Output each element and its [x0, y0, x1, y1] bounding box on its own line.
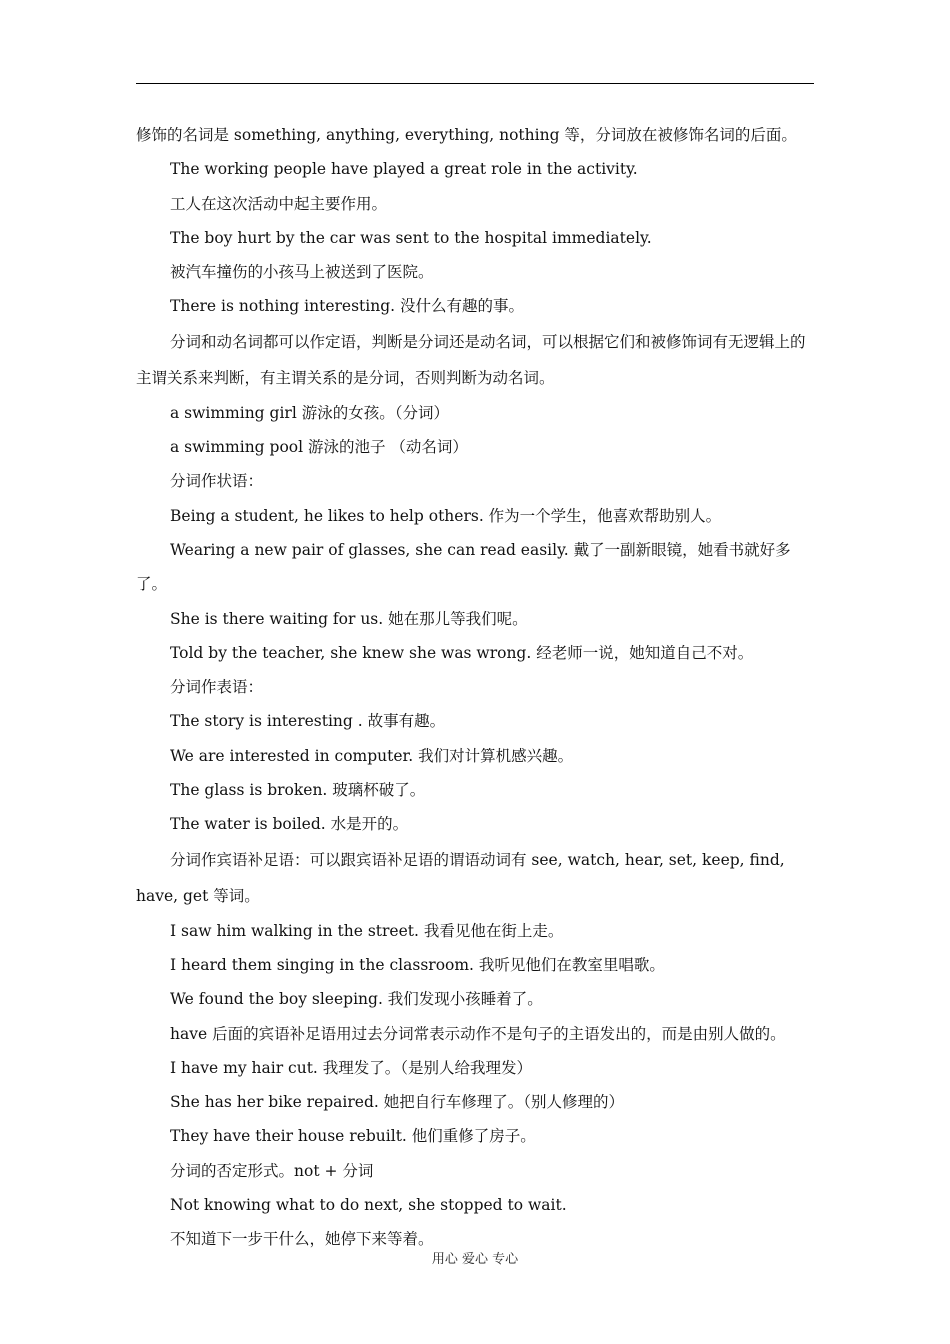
paragraph: She has her bike repaired. 她把自行车修理了。（别人修理的）: [170, 1093, 624, 1112]
paragraph: There is nothing interesting. 没什么有趣的事。: [170, 297, 524, 316]
paragraph: 工人在这次活动中起主要作用。: [170, 194, 388, 213]
paragraph: a swimming girl 游泳的女孩。（分词）: [170, 403, 449, 422]
paragraph: a swimming pool 游泳的池子 （动名词）: [170, 438, 468, 457]
paragraph: We found the boy sleeping. 我们发现小孩睡着了。: [170, 990, 543, 1009]
paragraph: 修饰的名词是 something, anything, everything, nothing 等，分词放在被修饰名词的后面。: [136, 126, 797, 144]
paragraph: 不知道下一步干什么，她停下来等着。: [170, 1230, 434, 1249]
paragraph: 分词的否定形式。not + 分词: [170, 1161, 374, 1180]
paragraph: She is there waiting for us. 她在那儿等我们呢。: [170, 609, 528, 628]
section-heading: 分词作表语：: [170, 678, 264, 697]
paragraph: Told by the teacher, she knew she was wrong. 经老师一说，她知道自己不对。: [170, 643, 754, 662]
paragraph: The story is interesting . 故事有趣。: [170, 712, 446, 731]
paragraph: Being a student, he likes to help others. 作为一个学生，他喜欢帮助别人。: [170, 506, 722, 525]
paragraph: 分词和动名词都可以作定语，判断是分词还是动名词，可以根据它们和被修饰词有无逻辑上的主谓关系来判断，有主谓关系的是分词，否则判断为动名词。: [136, 332, 806, 387]
paragraph: have 后面的宾语补足语用过去分词常表示动作不是句子的主语发出的，而是由别人做的。: [170, 1024, 786, 1043]
paragraph: 分词作宾语补足语：可以跟宾语补足语的谓语动词有 see, watch, hear, set, keep, find, have, get 等词。: [136, 850, 785, 905]
document-body: [136, 118, 816, 1257]
paragraph: The boy hurt by the car was sent to the hospital immediately.: [170, 228, 652, 247]
section-heading: 分词作状语：: [170, 472, 264, 491]
paragraph: 被汽车撞伤的小孩马上被送到了医院。: [170, 263, 434, 282]
paragraph: They have their house rebuilt. 他们重修了房子。: [170, 1127, 536, 1146]
page-footer: 用心 爱心 专心: [431, 1252, 519, 1267]
paragraph: The working people have played a great role in the activity.: [170, 160, 638, 179]
paragraph: I saw him walking in the street. 我看见他在街上走。: [170, 921, 564, 940]
paragraph: Not knowing what to do next, she stopped to wait.: [170, 1196, 567, 1215]
paragraph: The water is boiled. 水是开的。: [170, 815, 409, 834]
paragraph: I have my hair cut. 我理发了。（是别人给我理发）: [170, 1058, 533, 1077]
paragraph: We are interested in computer. 我们对计算机感兴趣。: [170, 746, 574, 765]
paragraph: The glass is broken. 玻璃杯破了。: [170, 781, 426, 800]
paragraph: Wearing a new pair of glasses, she can read easily. 戴了一副新眼镜，她看书就好多了。: [136, 540, 791, 594]
header-rule: [136, 83, 814, 84]
paragraph: I heard them singing in the classroom. 我听见他们在教室里唱歌。: [170, 955, 665, 974]
